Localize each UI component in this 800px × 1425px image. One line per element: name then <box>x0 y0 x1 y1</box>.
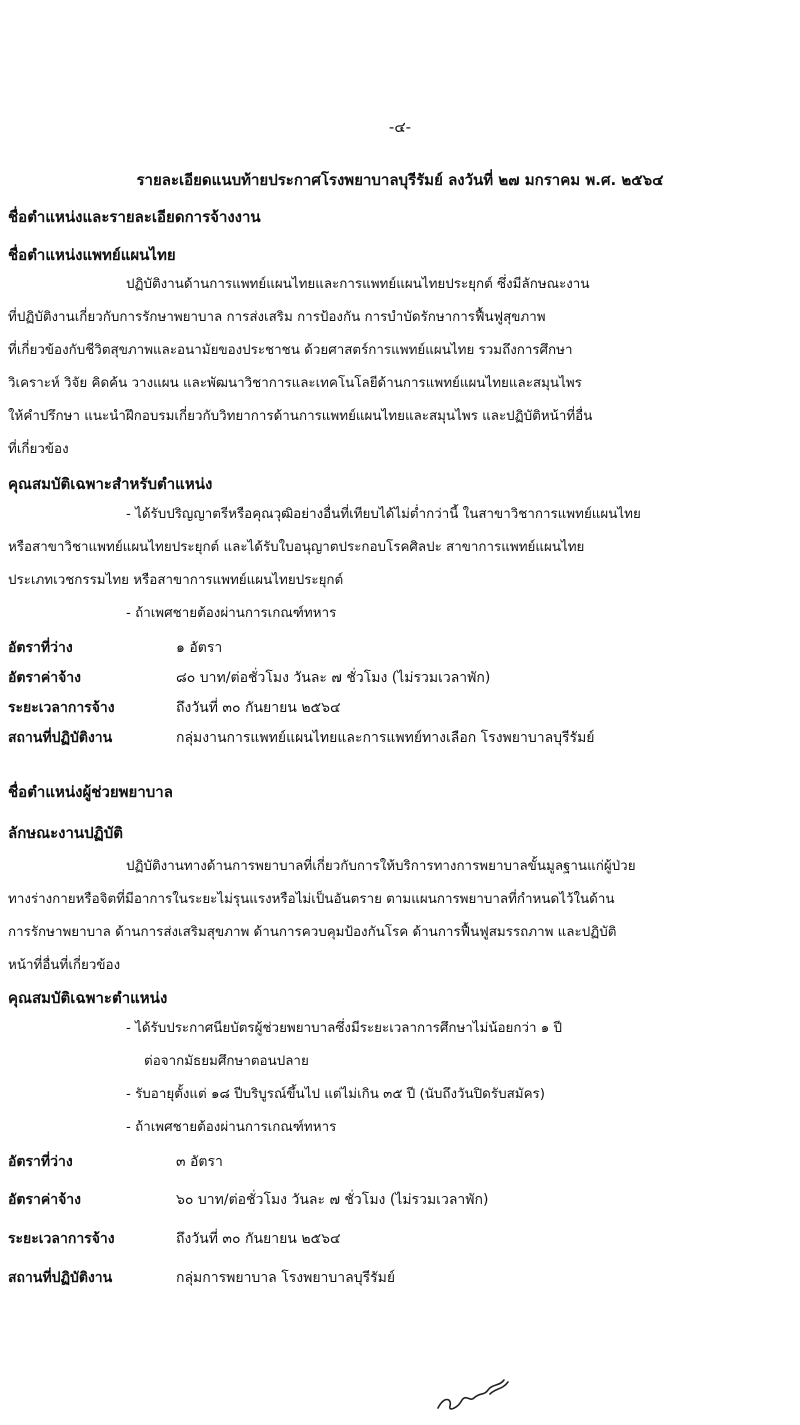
field-value: ถึงวันที่ ๓๐ กันยายน ๒๕๖๔ <box>176 1231 341 1247</box>
pos2-qual-title: คุณสมบัติเฉพาะตำแหน่ง <box>8 989 168 1007</box>
pos1-desc-line: ที่ปฏิบัติงานเกี่ยวกับการรักษาพยาบาล การส่งเสริม การป้องกัน การบำบัดรักษาการฟื้นฟูสุขภาพ <box>8 310 546 325</box>
pos1-description <box>8 268 792 466</box>
pos2-desc-line: หน้าที่อื่นที่เกี่ยวข้อง <box>8 958 121 973</box>
section-title: ชื่อตำแหน่งและรายละเอียดการจ้างงาน <box>8 208 261 226</box>
pos1-qual-line: ประเภทเวชกรรมไทย หรือสาขาการแพทย์แผนไทยประยุกต์ <box>8 573 344 588</box>
pos1-desc-line: วิเคราะห์ วิจัย คิดค้น วางแผน และพัฒนาวิชาการและเทคโนโลยีด้านการแพทย์แผนไทยและสมุนไพร <box>8 376 582 391</box>
pos2-qual-line: - ได้รับประกาศนียบัตรผู้ช่วยพยาบาลซึ่งมีระยะเวลาการศึกษาไม่น้อยกว่า ๑ ปี <box>126 1021 563 1036</box>
pos1-qual-title: คุณสมบัติเฉพาะสำหรับตำแหน่ง <box>8 475 213 493</box>
pos2-nature-title: ลักษณะงานปฏิบัติ <box>8 824 123 842</box>
pos1-field-period <box>8 694 792 722</box>
field-label: อัตราค่าจ้าง <box>8 1192 82 1208</box>
pos1-desc-line: ปฏิบัติงานด้านการแพทย์แผนไทยและการแพทย์แผนไทยประยุกต์ ซึ่งมีลักษณะงาน <box>126 277 590 292</box>
pos2-qual-line: ต่อจากมัธยมศึกษาตอนปลาย <box>144 1054 309 1069</box>
signature-stroke <box>438 1380 508 1409</box>
pos1-desc-line: ที่เกี่ยวข้อง <box>8 442 69 457</box>
field-label: อัตราค่าจ้าง <box>8 670 82 686</box>
field-label: สถานที่ปฏิบัติงาน <box>8 730 113 746</box>
pos2-desc-line: ปฏิบัติงานทางด้านการพยาบาลที่เกี่ยวกับการให้บริการทางการพยาบาลขั้นมูลฐานแก่ผู้ป่วย <box>126 859 636 874</box>
pos1-field-vacancy <box>8 634 792 662</box>
pos1-desc-line: ให้คำปรึกษา แนะนำฝึกอบรมเกี่ยวกับวิทยาการด้านการแพทย์แผนไทยและสมุนไพร และปฏิบัติหน้าที่อื่น <box>8 409 593 424</box>
document-header: รายละเอียดแนบท้ายประกาศโรงพยาบาลบุรีรัมย์ ลงวันที่ ๒๗ มกราคม พ.ศ. ๒๕๖๔ <box>136 171 664 189</box>
pos2-desc-line: การรักษาพยาบาล ด้านการส่งเสริมสุขภาพ ด้านการควบคุมป้องกันโรค ด้านการฟื้นฟูสมรรถภาพ และปฏิบัติ <box>8 925 617 940</box>
pos2-qual-line: - ถ้าเพศชายต้องผ่านการเกณฑ์ทหาร <box>126 1120 337 1135</box>
field-label: ระยะเวลาการจ้าง <box>8 1231 115 1247</box>
field-value: กลุ่มงานการแพทย์แผนไทยและการแพทย์ทางเลือก โรงพยาบาลบุรีรัมย์ <box>176 730 595 746</box>
field-label: อัตราที่ว่าง <box>8 1154 73 1170</box>
pos1-title: ชื่อตำแหน่งแพทย์แผนไทย <box>8 246 176 264</box>
pos2-desc-line: ทางร่างกายหรือจิตที่มีอาการในระยะไม่รุนแรงหรือไม่เป็นอันตราย ตามแผนการพยาบาลที่กำหนดไว้ในด้าน <box>8 892 615 907</box>
signature-mark <box>430 1368 520 1418</box>
field-value: กลุ่มการพยาบาล โรงพยาบาลบุรีรัมย์ <box>176 1270 396 1286</box>
field-value: ๑ อัตรา <box>176 640 223 656</box>
field-label: สถานที่ปฏิบัติงาน <box>8 1270 113 1286</box>
pos2-qual-line: - รับอายุตั้งแต่ ๑๘ ปีบริบูรณ์ขึ้นไป แต่ไม่เกิน ๓๕ ปี (นับถึงวันปิดรับสมัคร) <box>126 1087 545 1102</box>
pos2-field-vacancy <box>8 1148 792 1176</box>
pos1-field-wage <box>8 664 792 692</box>
pos1-qual-line: - ถ้าเพศชายต้องผ่านการเกณฑ์ทหาร <box>126 606 337 621</box>
pos1-qual-line: หรือสาขาวิชาแพทย์แผนไทยประยุกต์ และได้รับใบอนุญาตประกอบโรคศิลปะ สาขาการแพทย์แผนไทย <box>8 540 585 555</box>
field-value: ๘๐ บาท/ต่อชั่วโมง วันละ ๗ ชั่วโมง (ไม่รวมเวลาพัก) <box>176 670 491 686</box>
field-label: ระยะเวลาการจ้าง <box>8 700 115 716</box>
page-number: -๔- <box>388 118 412 136</box>
pos2-title: ชื่อตำแหน่งผู้ช่วยพยาบาล <box>8 783 173 801</box>
pos1-qualifications <box>8 498 792 630</box>
field-value: ถึงวันที่ ๓๐ กันยายน ๒๕๖๔ <box>176 700 341 716</box>
pos2-field-location <box>8 1264 792 1292</box>
pos2-field-period <box>8 1225 792 1253</box>
pos2-field-wage <box>8 1186 792 1214</box>
pos2-description <box>8 850 792 982</box>
field-value: ๓ อัตรา <box>176 1154 223 1170</box>
field-value: ๖๐ บาท/ต่อชั่วโมง วันละ ๗ ชั่วโมง (ไม่รวมเวลาพัก) <box>176 1192 489 1208</box>
field-label: อัตราที่ว่าง <box>8 640 73 656</box>
pos1-desc-line: ที่เกี่ยวข้องกับชีวิตสุขภาพและอนามัยของประชาชน ด้วยศาสตร์การแพทย์แผนไทย รวมถึงการศึกษา <box>8 343 573 358</box>
pos1-field-location <box>8 724 792 752</box>
pos1-qual-line: - ได้รับปริญญาตรีหรือคุณวุฒิอย่างอื่นที่เทียบได้ไม่ต่ำกว่านี้ ในสาขาวิชาการแพทย์แผนไทย <box>126 507 641 522</box>
pos2-qualifications <box>8 1012 792 1144</box>
